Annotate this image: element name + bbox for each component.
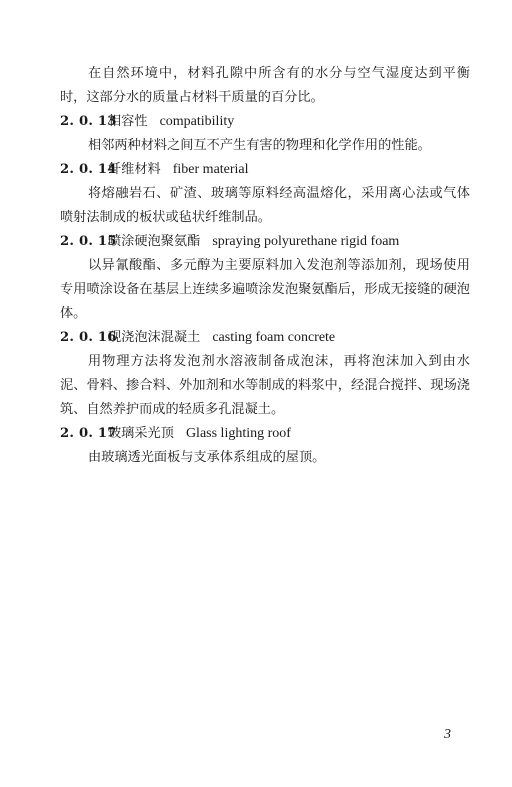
term-number: 2. 0. 14 <box>60 162 117 177</box>
term-definition: 将熔融岩石、矿渣、玻璃等原料经高温熔化，采用离心法或气体喷射法制成的板状或毡状纤维制品。 <box>60 186 470 225</box>
term-chinese: 玻璃采光顶 <box>108 426 174 441</box>
term-english: Glass lighting roof <box>185 426 291 441</box>
term-number: 2. 0. 17 <box>60 426 117 441</box>
term-heading <box>60 158 470 182</box>
page-number: 3 <box>444 727 451 742</box>
term-chinese: 纤维材料 <box>108 162 161 177</box>
term-heading <box>60 230 470 254</box>
term-english: casting foam concrete <box>212 330 336 345</box>
term-number: 2. 0. 15 <box>60 234 117 249</box>
document-body <box>60 62 470 470</box>
term-heading <box>60 422 470 446</box>
term-english: fiber material <box>172 162 249 177</box>
term-number: 2. 0. 13 <box>60 114 117 129</box>
term-entry-2-0-16 <box>60 326 470 422</box>
term-chinese: 相容性 <box>108 114 148 129</box>
term-definition: 相邻两种材料之间互不产生有害的物理和化学作用的性能。 <box>88 138 431 153</box>
term-english: spraying polyurethane rigid foam <box>212 234 400 249</box>
term-number: 2. 0. 16 <box>60 330 117 345</box>
term-definition: 由玻璃透光面板与支承体系组成的屋顶。 <box>88 450 326 465</box>
term-english: compatibility <box>159 114 235 129</box>
term-entry-2-0-14 <box>60 158 470 230</box>
term-entry-2-0-17 <box>60 422 470 470</box>
intro-paragraph: 在自然环境中，材料孔隙中所含有的水分与空气湿度达到平衡时，这部分水的质量占材料干质量的百分比。 <box>60 66 470 105</box>
term-entry-2-0-15 <box>60 230 470 326</box>
term-chinese: 现浇泡沫混凝土 <box>108 330 201 345</box>
term-definition: 用物理方法将发泡剂水溶液制备成泡沫，再将泡沫加入到由水泥、骨料、掺合料、外加剂和水等制成的料浆中，经混合搅拌、现场浇筑、自然养护而成的轻质多孔混凝土。 <box>60 354 470 417</box>
term-heading <box>60 326 470 350</box>
term-entry-2-0-13 <box>60 110 470 158</box>
term-heading <box>60 110 470 134</box>
term-chinese: 喷涂硬泡聚氨酯 <box>108 234 201 249</box>
term-definition: 以异氰酸酯、多元醇为主要原料加入发泡剂等添加剂，现场使用专用喷涂设备在基层上连续多遍喷涂发泡聚氨酯后，形成无接缝的硬泡体。 <box>60 258 470 321</box>
